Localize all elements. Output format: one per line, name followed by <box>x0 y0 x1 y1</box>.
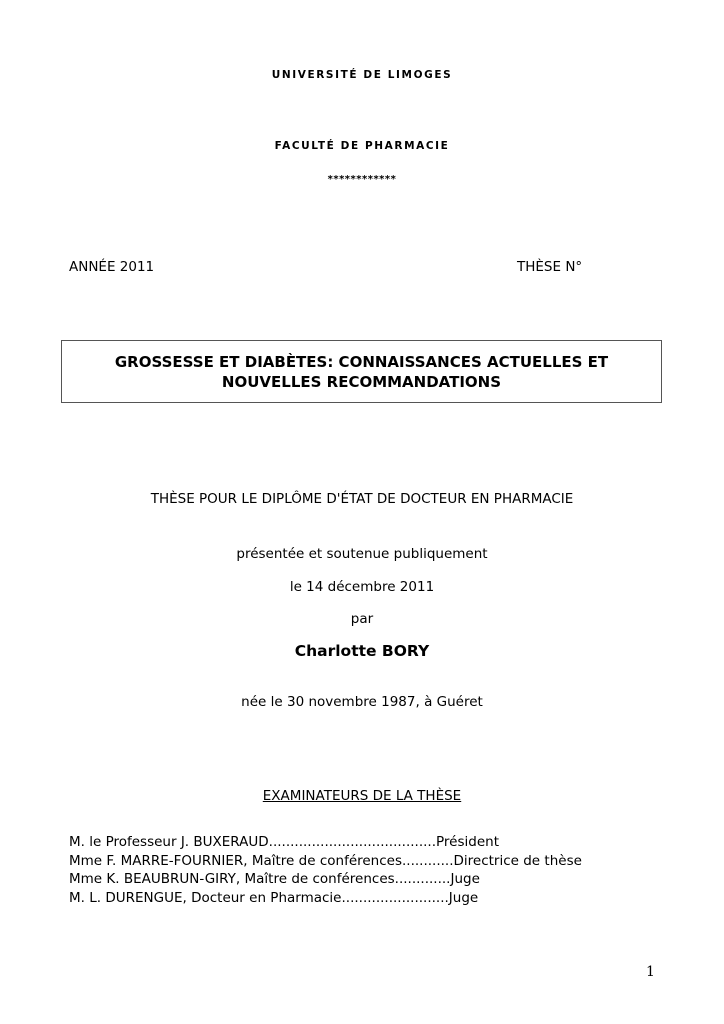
separator-stars: ************ <box>327 174 397 185</box>
thesis-title-box <box>61 340 662 403</box>
jury-member-dots: ............ <box>402 852 454 869</box>
university-name: UNIVERSITÉ DE LIMOGES <box>271 69 453 81</box>
jury-member-dots: ......................... <box>341 889 449 906</box>
jury-member-role: Juge <box>448 889 479 906</box>
jury-member-role: Président <box>436 834 499 850</box>
page-number: 1 <box>646 964 655 980</box>
faculty-name: FACULTÉ DE PHARMACIE <box>274 140 450 152</box>
author-birth: née le 30 novembre 1987, à Guéret <box>241 694 483 710</box>
thesis-title-line-1: GROSSESSE ET DIABÈTES: CONNAISSANCES ACTUELLES ET <box>114 352 609 371</box>
jury-member-dots: ....................................... <box>268 834 437 850</box>
by-label: par <box>350 611 374 627</box>
jury-member-dots: ............. <box>394 871 451 887</box>
jury-list <box>69 833 582 907</box>
jury-member-name: M. le Professeur J. BUXERAUD <box>69 834 269 850</box>
jury-member-role: Juge <box>450 871 480 887</box>
jury-member <box>69 852 582 871</box>
jury-member-name: Mme K. BEAUBRUN-GIRY, Maître de conférences <box>69 871 395 887</box>
thesis-year: ANNÉE 2011 <box>69 259 155 275</box>
thesis-title-line-2: NOUVELLES RECOMMANDATIONS <box>221 372 502 391</box>
jury-member-name: Mme F. MARRE-FOURNIER, Maître de conférences <box>69 852 402 869</box>
jury-member <box>69 833 582 852</box>
examiners-heading: EXAMINATEURS DE LA THÈSE <box>262 788 462 804</box>
presentation-statement: présentée et soutenue publiquement <box>236 546 488 562</box>
jury-member-role: Directrice de thèse <box>453 852 582 869</box>
diploma-statement: THÈSE POUR LE DIPLÔME D'ÉTAT DE DOCTEUR EN PHARMACIE <box>150 491 574 507</box>
jury-member-name: M. L. DURENGUE, Docteur en Pharmacie <box>69 889 342 906</box>
defense-date: le 14 décembre 2011 <box>289 579 435 595</box>
thesis-number: THÈSE N° <box>517 259 583 275</box>
jury-member <box>69 870 582 889</box>
jury-member <box>69 889 582 908</box>
author-name: Charlotte BORY <box>294 642 430 660</box>
thesis-title <box>115 352 608 392</box>
